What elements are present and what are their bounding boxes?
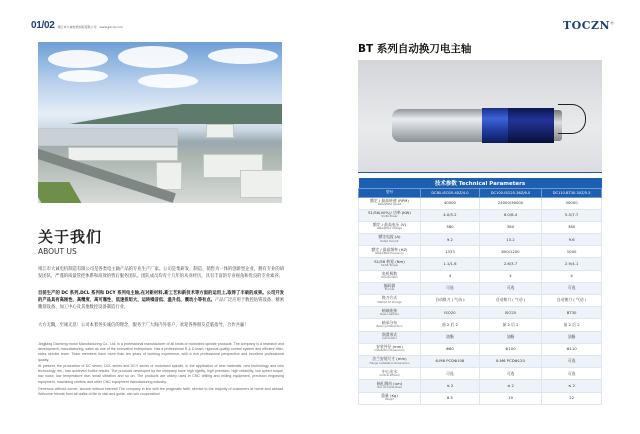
table-row [359, 343, 602, 355]
product-title: BT 系列自动换刀电主轴 [358, 43, 472, 55]
table-row [359, 282, 602, 294]
parameter-name [359, 355, 421, 367]
parameter-en: S1/S6 Power [381, 215, 398, 219]
parameter-cn: 轴承分布 [381, 319, 398, 325]
parameter-cn: 重量 (Kg) [381, 392, 398, 398]
header-website[interactable]: www.jjdcdj.com [99, 25, 123, 29]
parameter-value: 380 [479, 221, 541, 233]
parameter-value: 1.1/1.6 [421, 258, 480, 270]
parameter-cn: 额定 / 最高转速 (RPM) [370, 197, 409, 203]
parameter-name [359, 331, 421, 343]
parameter-en: Encode [384, 288, 395, 292]
parameter-name [359, 234, 421, 246]
table-row [359, 209, 602, 221]
parameter-value: Φ80 [421, 343, 480, 355]
table-row [359, 270, 602, 282]
header-company: 靖江市大诚电机制造有限公司 [57, 25, 97, 29]
parameter-cn: 电机极数 [381, 271, 398, 277]
factory-aerial-photo [38, 42, 282, 203]
about-title: 关于我们 [38, 228, 103, 246]
parameter-value: 9.2 [421, 234, 480, 246]
parameter-en: Central effluent [379, 373, 400, 377]
parameter-value: 前 2 后 2 [421, 319, 480, 331]
parameter-name [359, 282, 421, 294]
parameter-name [359, 221, 421, 233]
about-cn-paragraph-1: 靖江市大诚电机制造有限公司是各类电主轴产品的专业生产厂家。公司是集研发、制造、销售为一体的创新型企业。拥有专业的研发团队，严谨的质量管控体系和高效的售后服务团队。团队成员均有十几年的从业经历，具有丰富的专业视角和优良的专业素养。 [38, 267, 284, 279]
parameter-value: 油脂 [479, 331, 541, 343]
table-row [359, 197, 602, 209]
column-header-model: DC80-ISO20-40Z/4.0 [421, 188, 480, 197]
parameter-en: Run At Inside Nose [377, 385, 402, 389]
parameter-value: 380 [542, 221, 602, 233]
table-row [359, 319, 602, 331]
parameter-value: 4.0/5.2 [421, 209, 480, 221]
parameter-value: 可选 [479, 368, 541, 380]
parameter-value: 8-M6 PCDΦ120 [479, 355, 541, 367]
parameter-value: Φ110 [542, 343, 602, 355]
parameter-value: 自动换刀 ( 气动 ) [479, 295, 541, 307]
about-en-paragraph-2: At present, the production of DC series, DCL series and DCY series of motorized spindle, in the application of new materials, new technology and new technology, etc., has achieved fruitful results. The products developed by the company have high rigidity, high precision, high reliability, low speed torque, low noise, low temperature rise, small vibration and so on. The products are widely used in CNC drilling and milling equipment, precision engraving equipment, machining centers and other CNC equipment manufacturing industry. [38, 364, 284, 384]
parameter-value: 6.0/8.4 [479, 209, 541, 221]
parameter-value: ISO25 [479, 307, 541, 319]
table-row [359, 258, 602, 270]
parameter-cn: 额定电流 (A) [378, 234, 401, 240]
table-row [359, 234, 602, 246]
parameter-cn: 编码器 [383, 283, 396, 289]
parameter-name [359, 270, 421, 282]
parameter-value: 可选 [542, 282, 602, 294]
about-cn-paragraph-2 [38, 290, 284, 311]
parameter-value: 22 [542, 392, 602, 404]
parameter-value: 4 [542, 270, 602, 282]
parameter-value: 自动换刀 ( 气动 ) [542, 295, 602, 307]
parameter-cn: S1/S6 转矩 (Nm) [374, 258, 405, 264]
brand-logo: TOCZN® [563, 19, 615, 32]
about-en-paragraph-1: Jingjiang Dacheng motor Manufacturing Co., Ltd. is a professional manufacturer of all kinds of motorized spindle products. The company is a research and development, manufacturing, sales as one of the innovative enterprises. Has a professional R & D team, rigorous quality control system and efficient after-sales service team. Team members have more than ten years of working experience, with a rich professional perspective and excellent professional quality. [38, 342, 284, 362]
parameter-value: 800/1200 [479, 246, 541, 258]
parameter-value: Φ100 [479, 343, 541, 355]
table-title: 技术参数 Technical Parameters [359, 178, 602, 188]
table-row [359, 355, 602, 367]
parameter-value: 6-M6 PCDΦ108 [421, 355, 480, 367]
about-en-paragraph-3: Generous without corner, sincere without interest! The company in line with the pragmatic faith, service to the majority of customers at home and abroad. Welcome friends from all walks of life to visit and guide, win-win cooperation! [38, 387, 284, 397]
parameter-cn: 中心出水 [381, 368, 398, 374]
parameter-cn: 额定 / 最高频率 (HZ) [371, 246, 408, 252]
parameter-name [359, 368, 421, 380]
parameter-value: 可选 [421, 282, 480, 294]
parameter-en: Rated/MAX Voltage [377, 227, 402, 231]
parameter-name [359, 392, 421, 404]
table-row [359, 295, 602, 307]
table-row [359, 392, 602, 404]
parameter-name [359, 380, 421, 392]
parameter-name [359, 319, 421, 331]
parameter-name [359, 343, 421, 355]
table-row [359, 331, 602, 343]
parameter-cn: 额定 / 最高电压 (V) [372, 222, 407, 228]
parameter-value: ISO20 [421, 307, 480, 319]
parameter-en: Method Of Change [377, 300, 402, 304]
parameter-value: 油脂 [542, 331, 602, 343]
parameter-name [359, 209, 421, 221]
parameter-value: ≤ 2 [421, 380, 480, 392]
parameter-value: 380 [421, 221, 480, 233]
parameter-value: 8.5 [421, 392, 480, 404]
parameter-en: Bearing Distribution [376, 324, 403, 328]
parameter-name [359, 258, 421, 270]
table-row [359, 246, 602, 258]
parameter-value: 可选 [479, 282, 541, 294]
about-cn-rest: 产品广泛应用于数控钻铣设备、精密雕刻设备、加工中心及其他数控设备制造行业。 [38, 298, 285, 310]
parameter-value: 4 [479, 270, 541, 282]
parameter-value: 40000 [421, 197, 480, 209]
parameter-name [359, 295, 421, 307]
parameter-value: 可选 [542, 355, 602, 367]
parameter-value: 前 2 后 2 [479, 319, 541, 331]
parameter-en: Flange Installation Dimensions [369, 361, 410, 365]
page-number: 01/02 [31, 20, 55, 31]
parameter-value: 2.9/4.1 [542, 258, 602, 270]
parameter-value: 24000/36000 [479, 197, 541, 209]
parameter-value: 油脂 [421, 331, 480, 343]
column-header-model: DC110-BT30-30Z/5.5 [542, 188, 602, 197]
column-header-label: 型号 [359, 188, 421, 197]
parameter-value: 可选 [421, 368, 480, 380]
parameter-value: 30000 [542, 197, 602, 209]
parameter-name [359, 197, 421, 209]
column-header-model: DC100-ISO25-36Z/6.0 [479, 188, 541, 197]
table-row [359, 221, 602, 233]
parameter-cn: S1/S6(40%)/ 功率 (KW) [368, 210, 411, 216]
parameter-value: BT30 [542, 307, 602, 319]
parameter-value: 19 [479, 392, 541, 404]
parameter-name [359, 307, 421, 319]
about-cn-bold: 目前生产的 DC 系列,DCL 系列和 DCY 系列电主轴,在对新材料,新工艺和新技术等方面的运用上,取得了丰硕的成果。公司开发的产品具有高刚性、高精度、高可靠性、低速扭矩大、运转噪音低、温升低、震动小等有点。 [38, 291, 284, 303]
parameter-value: ≤ 2 [479, 380, 541, 392]
parameter-cn: 轴端连接 [381, 307, 398, 313]
about-cn-paragraph-3: 大方无隅，至诚无息！公司本着务实诚信的理念，服务于广大海内外客户，欢迎各界朋友莅临指导，合作共赢！ [38, 323, 249, 328]
parameter-en: S1/S6 Torque [381, 264, 398, 268]
spindle-product-image [358, 60, 602, 173]
parameter-value: 9.6 [542, 234, 602, 246]
parameter-cn: 法兰安装尺寸 (mm) [372, 356, 407, 362]
parameter-en: Nose Interface [380, 312, 399, 316]
table-row [359, 307, 602, 319]
parameter-cn: 安装外径 (mm) [376, 344, 403, 350]
table-row [359, 380, 602, 392]
parameter-cn: 润滑形式 [381, 331, 398, 337]
parameter-value: 可选 [542, 368, 602, 380]
parameter-cn: 轴孔跳动 (um) [376, 380, 403, 386]
parameter-en: Installation Dimensions [374, 349, 405, 353]
parameter-cn: 换刀方式 [381, 295, 398, 301]
parameter-en: Rated/MAX Frequency [375, 251, 404, 255]
parameter-value: 13.2 [479, 234, 541, 246]
parameter-value: 自动换刀 ( 气动 ) [421, 295, 480, 307]
parameter-en: Lubrication [382, 337, 397, 341]
parameter-name [359, 246, 421, 258]
parameter-value: 1333 [421, 246, 480, 258]
right-page [320, 0, 640, 434]
parameter-en: Rated/MAX Speed [377, 203, 402, 207]
parameter-value: 2.6/3.7 [479, 258, 541, 270]
table-row [359, 368, 602, 380]
parameter-en: Weight [384, 398, 395, 402]
parameter-en: Rated Current [380, 239, 399, 243]
parameter-value: 4 [421, 270, 480, 282]
parameter-value: 5.5/7.7 [542, 209, 602, 221]
technical-parameters-table [358, 178, 602, 405]
parameter-value: 前 2 后 2 [542, 319, 602, 331]
page-header [31, 20, 123, 31]
about-subtitle: ABOUT US [38, 247, 77, 256]
parameter-en: Pole Number [381, 276, 398, 280]
parameter-value: ≤ 2 [542, 380, 602, 392]
parameter-value: 1000 [542, 246, 602, 258]
